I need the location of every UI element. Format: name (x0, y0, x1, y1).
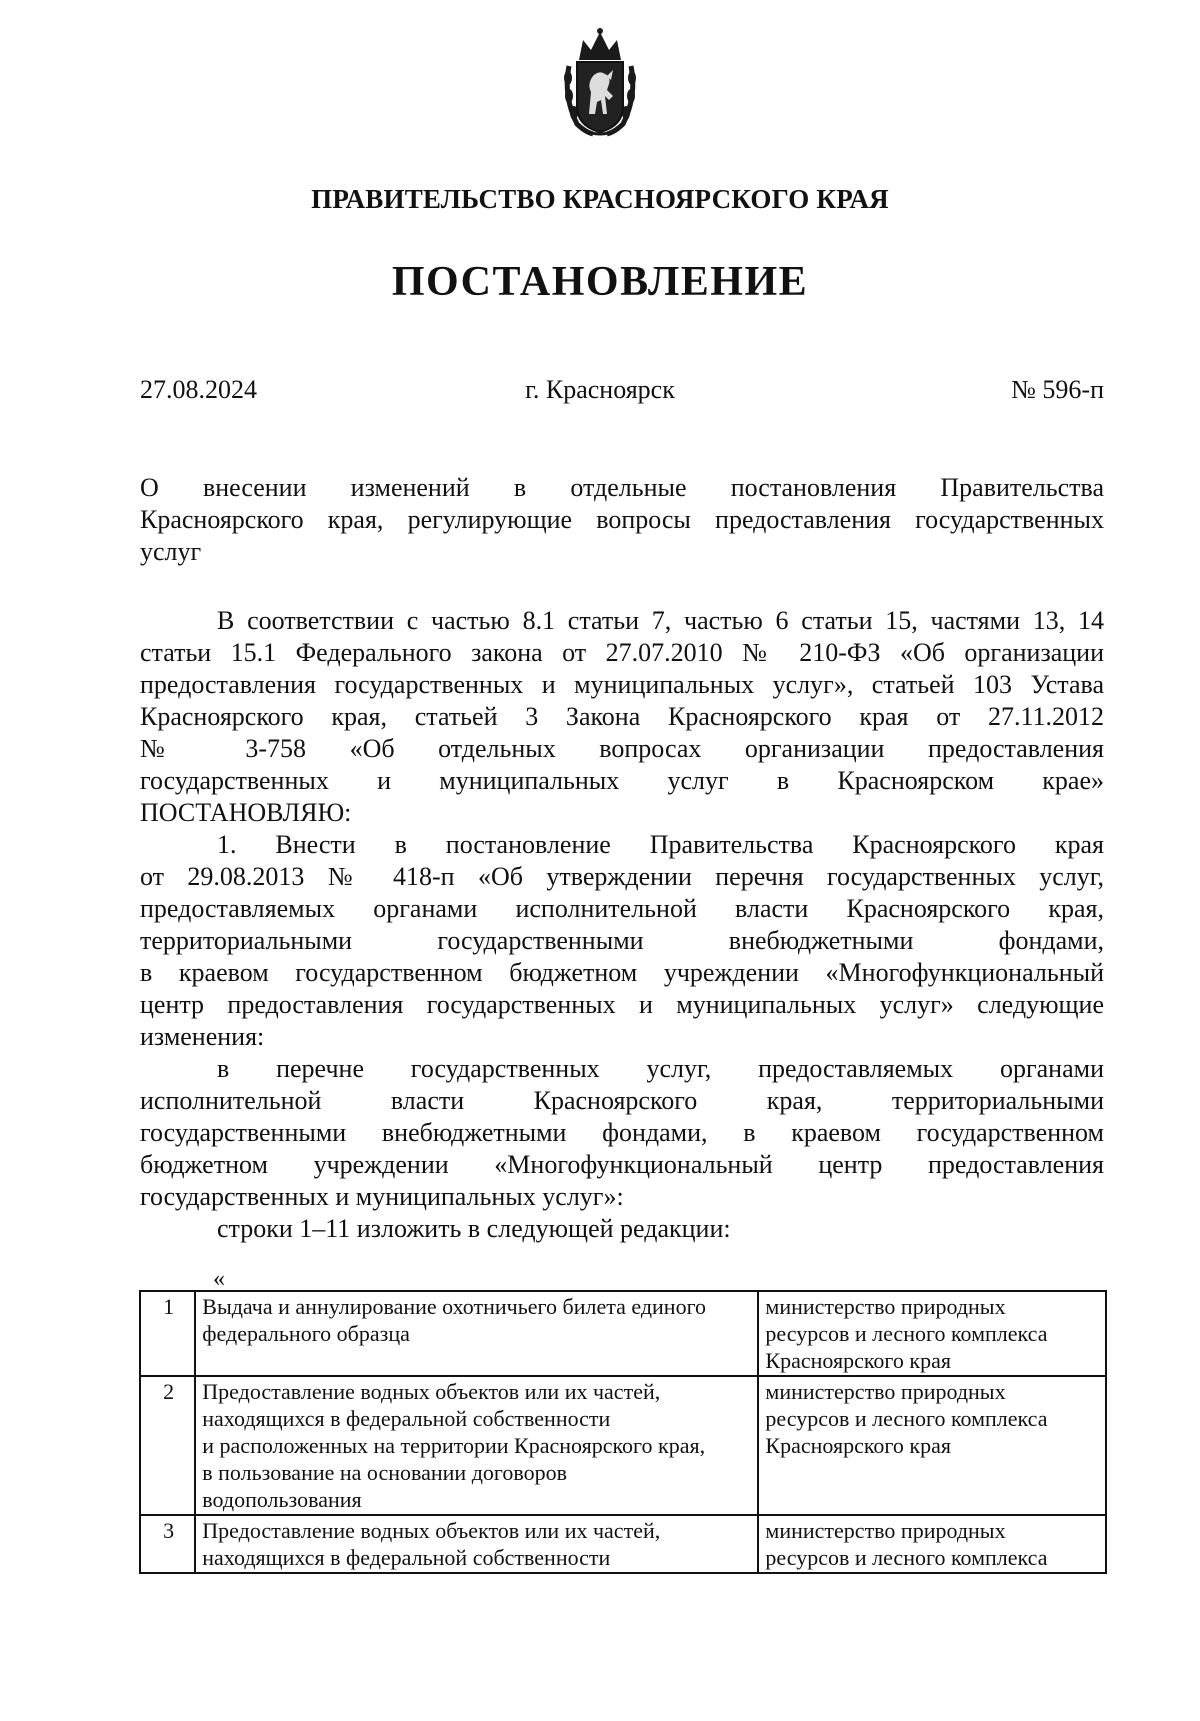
body-line: государственными внебюджетными фондами, в краевом государственном (140, 1118, 1104, 1147)
service-cell: Выдача и аннулирование охотничьего билета единого федерального образца (195, 1291, 758, 1376)
document-type: ПОСТАНОВЛЕНИЕ (391, 259, 809, 305)
government-name: ПРАВИТЕЛЬСТВО КРАСНОЯРСКОГО КРАЯ (311, 184, 889, 214)
document-subject (140, 472, 1104, 568)
table-row (140, 1291, 1106, 1376)
body-line: в краевом государственном бюджетном учреждении «Многофункциональный (140, 958, 1104, 987)
body-line: статьи 15.1 Федерального закона от 27.07.2010 № 210-ФЗ «Об организации (140, 638, 1104, 667)
body-line: исполнительной власти Красноярского края, территориальными (140, 1086, 1104, 1115)
document-date: 27.08.2024 (140, 375, 257, 404)
document-number: № 596-п (1011, 375, 1104, 404)
body-line: государственных и муниципальных услуг в Красноярском крае» (140, 766, 1104, 795)
body-line: В соответствии с частью 8.1 статьи 7, частью 6 статьи 15, частями 13, 14 (217, 606, 1104, 635)
body-line: изменения: (140, 1022, 265, 1051)
body-line: бюджетном учреждении «Многофункциональный центр предоставления (140, 1150, 1104, 1179)
quote-mark: « (213, 1266, 225, 1292)
body-line: строки 1–11 изложить в следующей редакции: (217, 1214, 731, 1243)
body-line: государственных и муниципальных услуг»: (140, 1182, 624, 1211)
services-table (139, 1290, 1107, 1574)
service-cell: Предоставление водных объектов или их частей, находящихся в федеральной собственности (195, 1515, 758, 1573)
body-line: центр предоставления государственных и муниципальных услуг» следующие (140, 990, 1104, 1019)
organization-cell: министерство природных ресурсов и лесного комплекса Красноярского края (758, 1291, 1106, 1376)
body-line: территориальными государственными внебюджетными фондами, (140, 926, 1104, 955)
row-number: 3 (140, 1515, 195, 1573)
document-body (140, 605, 1104, 1245)
body-line: предоставления государственных и муниципальных услуг», статьей 103 Устава (140, 670, 1104, 699)
row-number: 1 (140, 1291, 195, 1376)
body-line: ПОСТАНОВЛЯЮ: (140, 798, 352, 827)
body-line: 1. Внести в постановление Правительства Красноярского края (217, 830, 1104, 859)
document-city: г. Красноярск (525, 375, 675, 404)
table-row (140, 1376, 1106, 1515)
table-row (140, 1515, 1106, 1573)
krasnoyarsk-coat-of-arms-icon (563, 26, 637, 138)
body-line: в перечне государственных услуг, предоставляемых органами (217, 1054, 1104, 1083)
subject-line: О внесении изменений в отдельные постановления Правительства (140, 473, 1104, 502)
body-line: Красноярского края, статьей 3 Закона Красноярского края от 27.11.2012 (140, 702, 1104, 731)
organization-cell: министерство природных ресурсов и лесного комплекса Красноярского края (758, 1376, 1106, 1515)
row-number: 2 (140, 1376, 195, 1515)
body-line: от 29.08.2013 № 418-п «Об утверждении перечня государственных услуг, (140, 862, 1104, 891)
body-line: предоставляемых органами исполнительной власти Красноярского края, (140, 894, 1104, 923)
organization-cell: министерство природных ресурсов и лесного комплекса (758, 1515, 1106, 1573)
service-cell: Предоставление водных объектов или их частей, находящихся в федеральной собственности и расположенных на территории Красноярского края, в пользование на основании договоров водопользования (195, 1376, 758, 1515)
subject-line: Красноярского края, регулирующие вопросы предоставления государственных (140, 505, 1104, 534)
body-line: № 3-758 «Об отдельных вопросах организации предоставления (140, 734, 1104, 763)
subject-line: услуг (140, 537, 202, 566)
